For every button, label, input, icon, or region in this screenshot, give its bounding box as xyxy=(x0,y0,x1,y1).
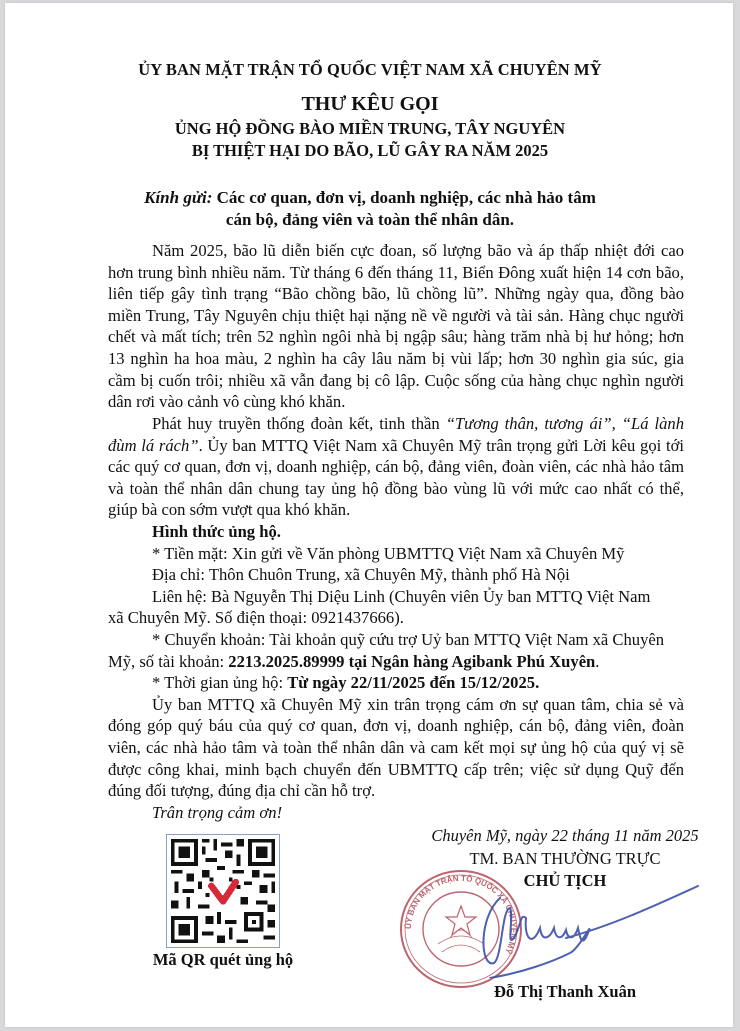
appeal-rest: . Ủy ban MTTQ Việt Nam xã Chuyên Mỹ trân trọng gửi Lời kêu gọi tới các quý cơ quan, đơn vị, doanh nghiệp, cán bộ, đảng viên, đoàn viên, các nhà hảo tâm và toàn thể nhân dân chung tay ủng hộ đồng bào vùng lũ với mức cao nhất có thể, giúp bà con sớm vượt qua khó khăn. xyxy=(108,435,684,520)
support-time-label: * Thời gian ủng hộ: xyxy=(152,673,288,693)
qr-caption: Mã QR quét ủng hộ xyxy=(152,950,294,969)
contact-line1: Liên hệ: Bà Nguyễn Thị Diệu Linh (Chuyên viên Ủy ban MTTQ Việt Nam xyxy=(152,586,651,606)
support-time-value: Từ ngày 22/11/2025 đến 15/12/2025. xyxy=(287,673,540,693)
donation-qr-code xyxy=(166,834,280,948)
signer-name: Đỗ Thị Thanh Xuân xyxy=(493,982,636,1001)
recipient-block xyxy=(0,187,740,231)
appeal-quote: “Tương thân, tương ái”, “Lá lành đùm lá rách” xyxy=(108,414,684,455)
support-methods-section xyxy=(108,521,684,823)
signature-on-behalf: TM. BAN THƯỜNG TRỰC xyxy=(469,849,661,868)
document-subtitle-line1: ỦNG HỘ ĐỒNG BÀO MIỀN TRUNG, TÂY NGUYÊN xyxy=(174,119,566,138)
document-title: THƯ KÊU GỌI xyxy=(301,93,439,115)
qr-code-icon xyxy=(167,835,279,947)
cash-method: * Tiền mặt: Xin gửi về Văn phòng UBMTTQ Việt Nam xã Chuyên Mỹ xyxy=(152,543,625,563)
transfer-line1: * Chuyển khoản: Tài khoản quỹ cứu trợ Uỷ ban MTTQ Việt Nam xã Chuyên xyxy=(152,629,665,649)
recipient-label: Kính gửi: xyxy=(144,188,213,207)
paragraph-appeal xyxy=(108,413,684,521)
recipient-line1: Các cơ quan, đơn vị, doanh nghiệp, các nhà hảo tâm xyxy=(216,188,596,207)
transfer-line2 xyxy=(108,651,684,673)
handwritten-signature-icon xyxy=(470,878,700,978)
paragraph-situation xyxy=(108,240,684,413)
paragraph-thanks: Ủy ban MTTQ xã Chuyên Mỹ xin trân trọng cám ơn sự quan tâm, chia sẻ và đóng góp quý báu của quý cơ quan, đơn vị, doanh nghiệp, cán bộ, đảng viên, đoàn viên, các nhà hảo tâm và toàn thể nhân dân và cam kết mọi sự ủng hộ của quý vị sẽ được công khai, minh bạch chuyển đến UBMTTQ cấp trên; việc sử dụng Quỹ đến đúng đối tượng, đúng địa chỉ cần hỗ trợ. xyxy=(108,694,684,801)
bank-account: 2213.2025.89999 tại Ngân hàng Agibank Phú Xuyên xyxy=(228,651,596,671)
recipient-line2: cán bộ, đảng viên và toàn thể nhân dân. xyxy=(225,210,515,229)
contact-line2: xã Chuyên Mỹ. Số điện thoại: 0921437666). xyxy=(108,608,404,628)
cash-address: Địa chỉ: Thôn Chuôn Trung, xã Chuyên Mỹ, thành phố Hà Nội xyxy=(152,565,570,585)
svg-text:ỦY BAN MẶT TRẬN TỔ QUỐC XÃ CHU: ỦY BAN MẶT TRẬN TỔ QUỐC XÃ CHUYÊN MỸ xyxy=(403,873,519,956)
transfer-suffix: . xyxy=(595,651,600,671)
organization-header: ỦY BAN MẶT TRẬN TỔ QUỐC VIỆT NAM XÃ CHUYÊN MỸ xyxy=(138,60,602,79)
support-methods-heading: Hình thức ủng hộ. xyxy=(152,522,281,541)
support-time xyxy=(108,672,684,694)
closing-line: Trân trọng cảm ơn! xyxy=(152,802,283,822)
document-subtitle-line2: BỊ THIỆT HẠI DO BÃO, LŨ GÂY RA NĂM 2025 xyxy=(191,141,549,160)
transfer-prefix: Mỹ, số tài khoản: xyxy=(108,651,229,671)
signature-date: Chuyên Mỹ, ngày 22 tháng 11 năm 2025 xyxy=(431,826,699,845)
signature-title: CHỦ TỊCH xyxy=(523,871,607,890)
paragraph-situation-text: Năm 2025, bão lũ diễn biến cực đoan, số lượng bão và áp thấp nhiệt đới cao hơn trung bình nhiều năm. Từ tháng 6 đến tháng 11, Biển Đông xuất hiện 14 cơn bão, liên tiếp gây tình trạng “Bão chồng bão, lũ chồng lũ”. Những ngày qua, đồng bào miền Trung, Tây Nguyên chịu thiệt hại nặng nề về người và tài sản. Hàng chục người chết và mất tích; trên 52 nghìn ngôi nhà bị ngập sâu; hàng trăm nhà bị hư hỏng; hơn 13 nghìn ha hoa màu, 2 nghìn ha cây lâu năm bị vùi lấp; hơn 30 nghìn gia súc, gia cầm bị cuốn trôi; nhiều xã vẫn đang bị cô lập. Cuộc sống của hàng chục nghìn người dân rơi vào cảnh vô cùng khó khăn. xyxy=(108,241,684,412)
appeal-lead: Phát huy truyền thống đoàn kết, tinh thần xyxy=(152,414,446,433)
